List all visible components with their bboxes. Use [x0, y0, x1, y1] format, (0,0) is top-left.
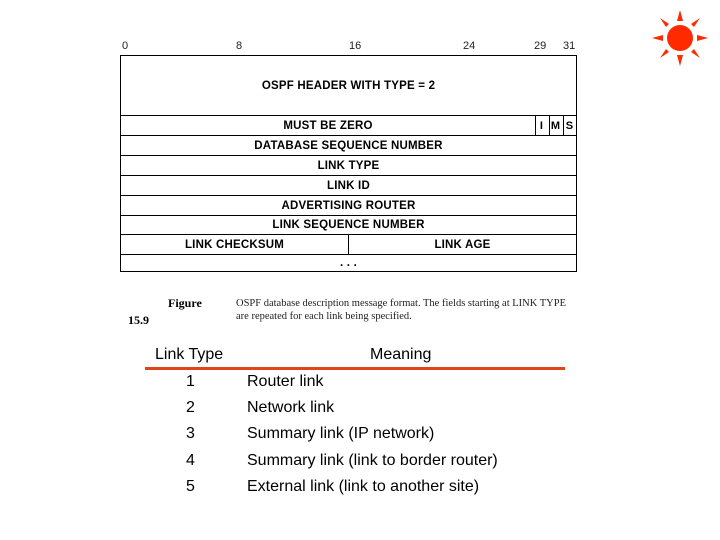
table-row: [0, 452, 720, 478]
header-row-label: OSPF HEADER WITH TYPE = 2: [261, 79, 436, 92]
bit-label-16: 16: [349, 40, 362, 52]
link-meaning: Summary link (link to border router): [247, 452, 498, 469]
table-row: [0, 425, 720, 451]
adv-router-label: ADVERTISING ROUTER: [281, 199, 416, 212]
header-divider: [145, 367, 565, 370]
bit-label-8: 8: [236, 40, 243, 52]
must-be-zero-cell: [121, 116, 535, 135]
link-checksum-label: LINK CHECKSUM: [184, 238, 285, 251]
figure-number: 15.9: [128, 313, 149, 327]
link-age-label: LINK AGE: [434, 238, 491, 251]
table-row: [0, 373, 720, 399]
flag-i: I: [535, 116, 547, 135]
link-type-label: LINK TYPE: [317, 159, 380, 172]
figure-label: Figure: [168, 296, 202, 310]
link-meaning: Network link: [247, 399, 335, 416]
link-type-value: 2: [186, 399, 195, 416]
sun-icon: [652, 10, 708, 66]
link-id-label: LINK ID: [327, 179, 370, 192]
checksum-age-row: [121, 235, 576, 255]
table-row: [0, 478, 720, 504]
bit-label-29: 29: [534, 40, 547, 52]
table-header-link-type: Link Type: [155, 346, 224, 363]
flag-s: S: [563, 116, 575, 135]
link-seq-label: LINK SEQUENCE NUMBER: [272, 219, 425, 231]
link-meaning: Summary link (IP network): [247, 425, 435, 442]
link-age-cell: [349, 235, 576, 254]
bit-label-31: 31: [563, 40, 576, 52]
link-type-value: 1: [186, 373, 195, 390]
must-be-zero-label: MUST BE ZERO: [283, 119, 373, 132]
link-type-value: 5: [186, 478, 195, 495]
link-type-value: 3: [186, 425, 195, 442]
table-row: [0, 399, 720, 425]
ellipsis-row: [121, 255, 576, 271]
link-type-value: 4: [186, 452, 195, 469]
packet-format-diagram: [120, 55, 577, 272]
figure-caption: OSPF database description message format. The fields starting at LINK TYPE are repeated for each link being specified.: [236, 298, 567, 322]
link-seq-row: [121, 216, 576, 235]
db-seq-label: DATABASE SEQUENCE NUMBER: [254, 139, 443, 152]
link-id-row: [121, 176, 576, 196]
db-seq-row: [121, 136, 576, 156]
bit-label-24: 24: [463, 40, 476, 52]
link-checksum-cell: [121, 235, 349, 254]
bit-label-0: 0: [122, 40, 129, 52]
link-meaning: Router link: [247, 373, 324, 390]
link-meaning: External link (link to another site): [247, 478, 480, 495]
flag-m: M: [549, 116, 561, 135]
table-header-meaning: Meaning: [370, 346, 432, 363]
must-be-zero-row: [121, 116, 576, 136]
adv-router-row: [121, 196, 576, 216]
link-type-row: [121, 156, 576, 176]
header-row: [121, 56, 576, 116]
ellipsis-label: . . .: [340, 257, 357, 269]
